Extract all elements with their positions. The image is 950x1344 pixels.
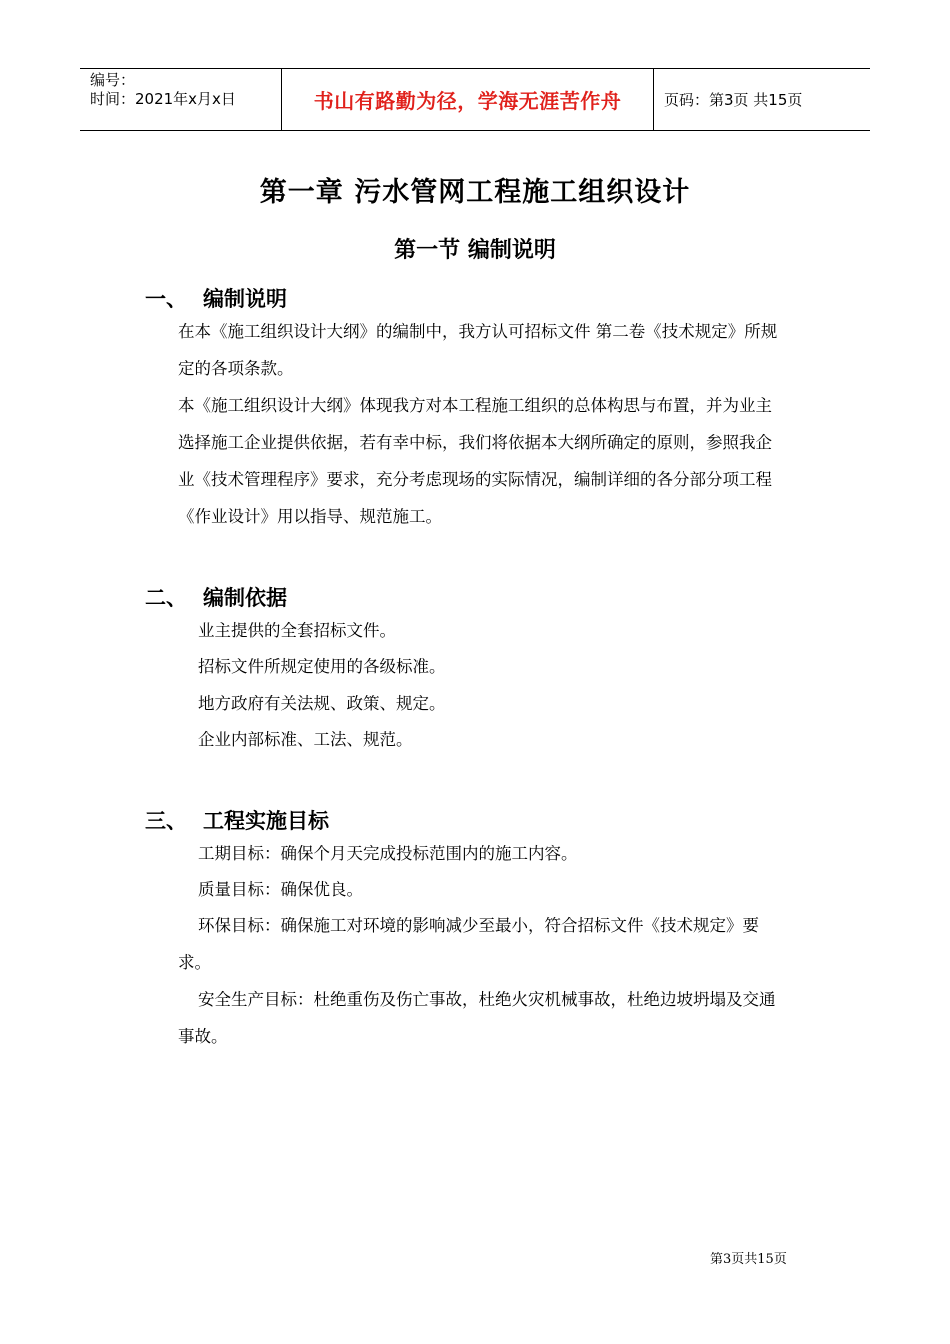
paragraph: 招标文件所规定使用的各级标准。 xyxy=(198,657,446,676)
heading-number: 三、 xyxy=(145,809,187,833)
paragraph: 业主提供的全套招标文件。 xyxy=(198,621,396,640)
chapter-title: 第一章 污水管网工程施工组织设计 xyxy=(259,177,691,208)
page-header xyxy=(80,68,870,131)
paragraph: 地方政府有关法规、政策、规定。 xyxy=(198,694,446,713)
heading-title: 工程实施目标 xyxy=(203,809,329,833)
paragraph: 企业内部标准、工法、规范。 xyxy=(198,730,413,749)
page-footer: 第3页共15页 xyxy=(710,1252,787,1267)
header-page-info: 页码：第3页 共15页 xyxy=(664,91,803,109)
heading-section-3 xyxy=(145,805,329,835)
paragraph: 环保目标：确保施工对环境的影响减少至最小，符合招标文件《技术规定》要求。 xyxy=(178,916,759,972)
paragraph: 本《施工组织设计大纲》体现我方对本工程施工组织的总体构思与布置，并为业主选择施工企业提供依据，若有幸中标，我们将依据本大纲所确定的原则，参照我企业《技术管理程序》要求，充分考虑现场的实际情况，编制详细的各分部分项工程《作业设计》用以指导、规范施工。 xyxy=(178,396,772,526)
heading-title: 编制说明 xyxy=(203,287,287,311)
heading-title: 编制依据 xyxy=(203,586,287,610)
heading-section-1 xyxy=(145,283,287,313)
section-title: 第一节 编制说明 xyxy=(394,238,556,263)
paragraph: 质量目标：确保优良。 xyxy=(198,880,363,899)
header-motto-cell xyxy=(282,69,654,130)
heading-number: 一、 xyxy=(145,287,187,311)
heading-number: 二、 xyxy=(145,586,187,610)
header-motto: 书山有路勤为径，学海无涯苦作舟 xyxy=(313,89,622,113)
paragraph: 工期目标：确保个月天完成投标范围内的施工内容。 xyxy=(198,844,578,863)
header-time-label: 时间：2021年x月x日 xyxy=(90,90,236,108)
heading-section-2 xyxy=(145,582,287,612)
header-meta xyxy=(80,69,282,130)
paragraph: 安全生产目标：杜绝重伤及伤亡事故，杜绝火灾机械事故，杜绝边坡坍塌及交通事故。 xyxy=(178,990,776,1046)
paragraph: 在本《施工组织设计大纲》的编制中，我方认可招标文件 第二卷《技术规定》所规定的各项条款。 xyxy=(178,322,778,378)
header-number-label: 编号： xyxy=(90,71,136,89)
